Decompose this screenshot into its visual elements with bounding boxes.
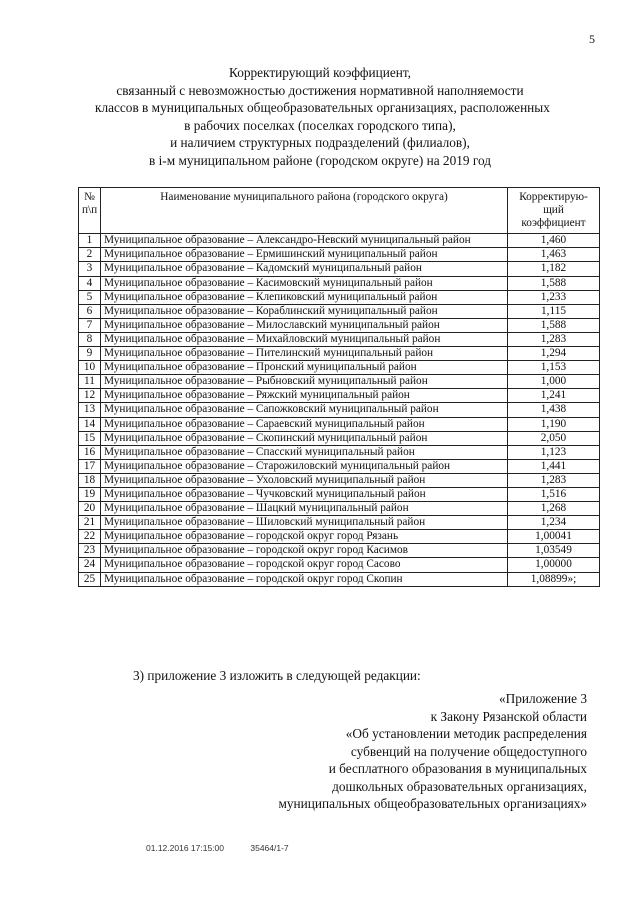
row-coefficient: 1,283 [508,473,600,487]
row-coefficient: 1,00000 [508,558,600,572]
row-name: Муниципальное образование – Шацкий муниципальный район [101,502,508,516]
row-name: Муниципальное образование – Шиловский муниципальный район [101,516,508,530]
table-row [79,375,600,389]
row-coefficient: 1,463 [508,248,600,262]
row-name: Муниципальное образование – городской округ город Рязань [101,530,508,544]
table-row [79,347,600,361]
row-name: Муниципальное образование – Скопинский муниципальный район [101,431,508,445]
title-line: связанный с невозможностью достижения нормативной наполняемости [116,82,524,98]
table-row [79,290,600,304]
row-name: Муниципальное образование – Чучковский муниципальный район [101,487,508,501]
footer-doc-id: 35464/1-7 [250,843,289,853]
table-row [79,417,600,431]
row-coefficient: 1,03549 [508,544,600,558]
coefficient-table [78,187,600,587]
row-name: Муниципальное образование – Сараевский муниципальный район [101,417,508,431]
row-number: 4 [79,276,101,290]
row-name: Муниципальное образование – городской округ город Касимов [101,544,508,558]
row-coefficient: 2,050 [508,431,600,445]
row-number: 12 [79,389,101,403]
document-title [95,64,550,170]
row-name: Муниципальное образование – Сапожковский муниципальный район [101,403,508,417]
table-row [79,318,600,332]
row-number: 17 [79,459,101,473]
row-name: Муниципальное образование – Пителинский муниципальный район [101,347,508,361]
header-coefficient: Корректирую-щий коэффициент [508,188,600,234]
table-row [79,361,600,375]
row-number: 24 [79,558,101,572]
appendix-line: дошкольных образовательных организациях, [332,778,587,794]
row-name: Муниципальное образование – городской округ город Сасово [101,558,508,572]
row-coefficient: 1,268 [508,502,600,516]
table-row [79,459,600,473]
row-coefficient: 1,438 [508,403,600,417]
row-name: Муниципальное образование – Старожиловский муниципальный район [101,459,508,473]
row-coefficient: 1,000 [508,375,600,389]
row-name: Муниципальное образование – городской округ город Скопин [101,572,508,586]
row-number: 1 [79,234,101,248]
row-number: 3 [79,262,101,276]
footer-stamp [146,843,313,853]
table-row [79,304,600,318]
row-coefficient: 1,182 [508,262,600,276]
title-line: в рабочих поселках (поселках городского типа), [184,117,456,133]
row-number: 14 [79,417,101,431]
row-name: Муниципальное образование – Александро-Невский муниципальный район [101,234,508,248]
table-row [79,445,600,459]
appendix-line: к Закону Рязанской области [430,708,587,724]
table-row [79,276,600,290]
row-number: 10 [79,361,101,375]
row-number: 16 [79,445,101,459]
table-row [79,530,600,544]
row-number: 7 [79,318,101,332]
row-coefficient: 1,441 [508,459,600,473]
row-coefficient: 1,283 [508,332,600,346]
appendix-line: и бесплатного образования в муниципальных [328,761,587,776]
row-coefficient: 1,588 [508,318,600,332]
appendix-line: «Об установлении методик распределения [345,726,587,741]
row-name: Муниципальное образование – Ряжский муниципальный район [101,389,508,403]
appendix-header [157,690,587,813]
header-number: № п\п [79,188,101,234]
appendix-line: муниципальных общеобразовательных организациях» [278,796,587,811]
row-number: 2 [79,248,101,262]
row-number: 6 [79,304,101,318]
title-line: и наличием структурных подразделений (филиалов), [170,135,470,151]
row-number: 15 [79,431,101,445]
title-line: в i-м муниципальном районе (городском округе) на 2019 год [148,152,491,168]
row-number: 20 [79,502,101,516]
row-coefficient: 1,08899»; [508,572,600,586]
table-row [79,403,600,417]
title-line: классов в муниципальных общеобразовательных организациях, расположенных [95,100,550,116]
table-row [79,248,600,262]
row-number: 19 [79,487,101,501]
row-name: Муниципальное образование – Ухоловский муниципальный район [101,473,508,487]
table-row [79,262,600,276]
row-number: 23 [79,544,101,558]
table-row [79,234,600,248]
row-number: 21 [79,516,101,530]
row-name: Муниципальное образование – Михайловский муниципальный район [101,332,508,346]
row-number: 9 [79,347,101,361]
page-number: 5 [589,32,595,46]
row-coefficient: 1,588 [508,276,600,290]
row-coefficient: 1,241 [508,389,600,403]
row-number: 13 [79,403,101,417]
title-line: Корректирующий коэффициент, [229,65,411,80]
row-coefficient: 1,115 [508,304,600,318]
table-row [79,516,600,530]
row-coefficient: 1,516 [508,487,600,501]
table-row [79,332,600,346]
row-name: Муниципальное образование – Клепиковский муниципальный район [101,290,508,304]
row-number: 8 [79,332,101,346]
row-name: Муниципальное образование – Кадомский муниципальный район [101,262,508,276]
table-row [79,544,600,558]
table-header-row [79,188,600,234]
appendix-line: «Приложение 3 [499,691,587,706]
row-name: Муниципальное образование – Рыбновский муниципальный район [101,375,508,389]
header-name: Наименование муниципального района (городского округа) [101,188,508,234]
row-number: 5 [79,290,101,304]
row-name: Муниципальное образование – Спасский муниципальный район [101,445,508,459]
row-coefficient: 1,460 [508,234,600,248]
row-coefficient: 1,00041 [508,530,600,544]
row-coefficient: 1,234 [508,516,600,530]
row-number: 11 [79,375,101,389]
row-name: Муниципальное образование – Ермишинский муниципальный район [101,248,508,262]
table-row [79,389,600,403]
row-name: Муниципальное образование – Пронский муниципальный район [101,361,508,375]
row-name: Муниципальное образование – Касимовский муниципальный район [101,276,508,290]
row-number: 18 [79,473,101,487]
row-coefficient: 1,123 [508,445,600,459]
appendix-line: субвенций на получение общедоступного [350,743,587,759]
table-row [79,502,600,516]
footer-timestamp: 01.12.2016 17:15:00 [146,843,224,853]
table-row [79,572,600,586]
table-body [79,234,600,586]
row-coefficient: 1,233 [508,290,600,304]
table-row [79,558,600,572]
row-name: Муниципальное образование – Кораблинский муниципальный район [101,304,508,318]
table-row [79,487,600,501]
row-coefficient: 1,190 [508,417,600,431]
row-number: 22 [79,530,101,544]
row-coefficient: 1,153 [508,361,600,375]
row-name: Муниципальное образование – Милославский муниципальный район [101,318,508,332]
table-row [79,431,600,445]
table-row [79,473,600,487]
amendment-item-3: 3) приложение 3 изложить в следующей редакции: [133,668,421,683]
row-number: 25 [79,572,101,586]
row-coefficient: 1,294 [508,347,600,361]
